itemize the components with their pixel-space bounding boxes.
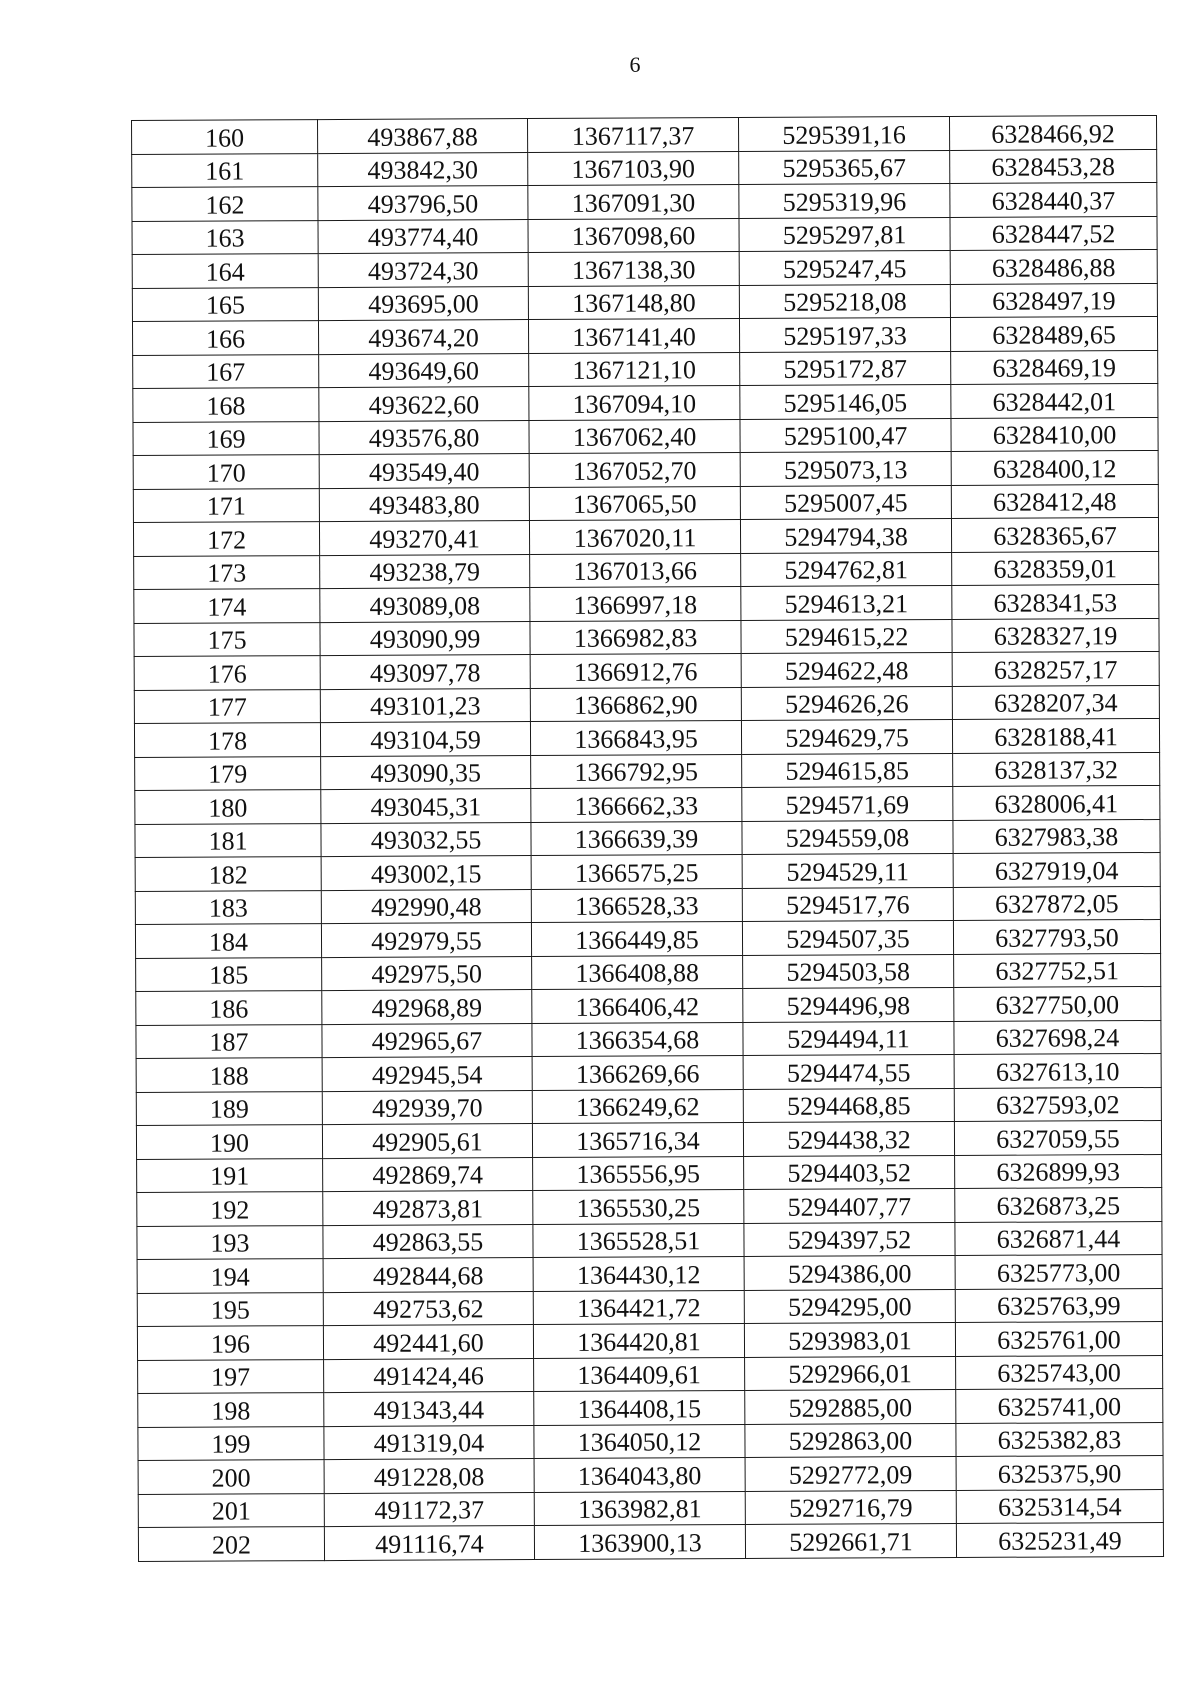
coordinate-y1-cell: 1367138,30 bbox=[528, 252, 739, 287]
coordinate-x2-cell: 5292966,01 bbox=[745, 1356, 956, 1391]
point-number-cell: 179 bbox=[135, 756, 321, 790]
point-number-cell: 181 bbox=[135, 823, 321, 857]
table-row bbox=[136, 1053, 1161, 1092]
coordinate-y1-cell: 1366982,83 bbox=[530, 620, 741, 655]
table-row bbox=[137, 1254, 1162, 1293]
coordinate-y1-cell: 1366449,85 bbox=[531, 922, 742, 957]
coordinate-x1-cell: 492990,48 bbox=[321, 889, 531, 924]
coordinate-x1-cell: 492979,55 bbox=[321, 923, 531, 958]
table-row bbox=[133, 450, 1158, 489]
table-row bbox=[136, 953, 1161, 992]
coordinate-x2-cell: 5292661,71 bbox=[745, 1523, 956, 1558]
table-row bbox=[133, 383, 1158, 422]
table-row bbox=[132, 115, 1157, 154]
coordinate-x2-cell: 5292772,09 bbox=[745, 1456, 956, 1491]
coordinate-y1-cell: 1365556,95 bbox=[533, 1156, 744, 1191]
coordinate-y2-cell: 6328207,34 bbox=[952, 685, 1159, 720]
table-row bbox=[138, 1522, 1163, 1561]
coordinate-x1-cell: 493090,35 bbox=[321, 755, 531, 790]
coordinate-x2-cell: 5294386,00 bbox=[744, 1255, 955, 1290]
coordinate-x1-cell: 492939,70 bbox=[322, 1090, 532, 1125]
coordinate-y1-cell: 1363900,13 bbox=[534, 1525, 745, 1560]
table-row bbox=[137, 1221, 1162, 1260]
point-number-cell: 165 bbox=[132, 287, 318, 321]
coordinate-y2-cell: 6328489,65 bbox=[950, 316, 1157, 351]
coordinate-y2-cell: 6328137,32 bbox=[953, 752, 1160, 787]
coordinate-x2-cell: 5294762,81 bbox=[741, 552, 952, 587]
coordinate-x1-cell: 493104,59 bbox=[320, 722, 530, 757]
point-number-cell: 169 bbox=[133, 421, 319, 455]
coordinate-x2-cell: 5295247,45 bbox=[739, 250, 950, 285]
coordinate-x1-cell: 493549,40 bbox=[319, 454, 529, 489]
coordinate-y2-cell: 6328412,48 bbox=[951, 484, 1158, 519]
coordinate-y1-cell: 1367091,30 bbox=[528, 185, 739, 220]
table-row bbox=[133, 484, 1158, 523]
coordinate-x1-cell: 491172,37 bbox=[324, 1492, 534, 1527]
coordinate-x2-cell: 5295146,05 bbox=[740, 384, 951, 419]
coordinate-x2-cell: 5295297,81 bbox=[739, 217, 950, 252]
coordinate-x1-cell: 492968,89 bbox=[322, 990, 532, 1025]
coordinate-y2-cell: 6328400,12 bbox=[951, 450, 1158, 485]
coordinate-x1-cell: 493695,00 bbox=[318, 286, 528, 321]
point-number-cell: 178 bbox=[134, 723, 320, 757]
point-number-cell: 197 bbox=[138, 1359, 324, 1393]
coordinate-x1-cell: 492965,67 bbox=[322, 1023, 532, 1058]
coordinate-y2-cell: 6327059,55 bbox=[954, 1120, 1161, 1155]
table-row bbox=[137, 1187, 1162, 1226]
point-number-cell: 163 bbox=[132, 220, 318, 254]
coordinate-y2-cell: 6325314,54 bbox=[956, 1489, 1163, 1524]
point-number-cell: 160 bbox=[132, 120, 318, 154]
coordinate-x1-cell: 492905,61 bbox=[322, 1124, 532, 1159]
point-number-cell: 195 bbox=[137, 1292, 323, 1326]
coordinate-x2-cell: 5295391,16 bbox=[738, 117, 949, 152]
point-number-cell: 175 bbox=[134, 622, 320, 656]
table-row bbox=[135, 752, 1160, 791]
coordinate-y1-cell: 1364408,15 bbox=[534, 1391, 745, 1426]
point-number-cell: 166 bbox=[132, 321, 318, 355]
coordinates-table-body bbox=[132, 115, 1164, 1560]
point-number-cell: 168 bbox=[133, 388, 319, 422]
point-number-cell: 198 bbox=[138, 1393, 324, 1427]
table-row bbox=[138, 1489, 1163, 1528]
coordinate-y2-cell: 6328359,01 bbox=[952, 551, 1159, 586]
point-number-cell: 188 bbox=[136, 1058, 322, 1092]
coordinate-y2-cell: 6328341,53 bbox=[952, 584, 1159, 619]
coordinate-x2-cell: 5294468,85 bbox=[743, 1088, 954, 1123]
coordinate-x1-cell: 493483,80 bbox=[319, 487, 529, 522]
coordinate-y1-cell: 1366997,18 bbox=[530, 587, 741, 622]
coordinate-y2-cell: 6327983,38 bbox=[953, 819, 1160, 854]
coordinate-x1-cell: 492975,50 bbox=[322, 956, 532, 991]
coordinate-x1-cell: 493045,31 bbox=[321, 789, 531, 824]
table-row bbox=[136, 1087, 1161, 1126]
coordinate-y1-cell: 1367121,10 bbox=[529, 352, 740, 387]
point-number-cell: 200 bbox=[138, 1460, 324, 1494]
coordinate-y2-cell: 6328447,52 bbox=[950, 216, 1157, 251]
coordinate-y1-cell: 1366662,33 bbox=[531, 788, 742, 823]
point-number-cell: 161 bbox=[132, 153, 318, 187]
coordinate-y2-cell: 6325382,83 bbox=[956, 1422, 1163, 1457]
coordinate-y2-cell: 6327872,05 bbox=[953, 886, 1160, 921]
point-number-cell: 180 bbox=[135, 790, 321, 824]
coordinate-y2-cell: 6328365,67 bbox=[951, 517, 1158, 552]
coordinate-y1-cell: 1366862,90 bbox=[530, 687, 741, 722]
point-number-cell: 193 bbox=[137, 1225, 323, 1259]
coordinate-y1-cell: 1367013,66 bbox=[530, 553, 741, 588]
coordinate-y1-cell: 1365528,51 bbox=[533, 1223, 744, 1258]
table-row bbox=[136, 986, 1161, 1025]
coordinate-x2-cell: 5294474,55 bbox=[743, 1054, 954, 1089]
point-number-cell: 173 bbox=[134, 555, 320, 589]
coordinate-y1-cell: 1366792,95 bbox=[531, 754, 742, 789]
point-number-cell: 172 bbox=[133, 522, 319, 556]
coordinate-x1-cell: 493649,60 bbox=[319, 353, 529, 388]
coordinate-y1-cell: 1366639,39 bbox=[531, 821, 742, 856]
table-row bbox=[135, 852, 1160, 891]
coordinate-y1-cell: 1367052,70 bbox=[529, 453, 740, 488]
coordinate-x1-cell: 493032,55 bbox=[321, 822, 531, 857]
coordinate-x2-cell: 5294507,35 bbox=[742, 920, 953, 955]
coordinate-y1-cell: 1364430,12 bbox=[533, 1257, 744, 1292]
table-row bbox=[136, 1020, 1161, 1059]
coordinate-x2-cell: 5295218,08 bbox=[739, 284, 950, 319]
point-number-cell: 164 bbox=[132, 254, 318, 288]
table-row bbox=[136, 1120, 1161, 1159]
coordinate-y2-cell: 6327919,04 bbox=[953, 852, 1160, 887]
coordinate-y2-cell: 6328442,01 bbox=[951, 383, 1158, 418]
coordinate-y2-cell: 6328466,92 bbox=[949, 115, 1156, 150]
coordinate-y1-cell: 1367117,37 bbox=[527, 118, 738, 153]
coordinate-x2-cell: 5294571,69 bbox=[742, 786, 953, 821]
coordinate-x1-cell: 492873,81 bbox=[323, 1191, 533, 1226]
coordinate-y2-cell: 6327793,50 bbox=[953, 919, 1160, 954]
page-number: 6 bbox=[629, 52, 641, 77]
coordinate-y1-cell: 1367065,50 bbox=[529, 486, 740, 521]
coordinate-y1-cell: 1365716,34 bbox=[532, 1123, 743, 1158]
coordinate-y2-cell: 6325761,00 bbox=[955, 1321, 1162, 1356]
point-number-cell: 191 bbox=[137, 1158, 323, 1192]
coordinate-y1-cell: 1366249,62 bbox=[532, 1089, 743, 1124]
table-row bbox=[134, 685, 1159, 724]
table-row bbox=[132, 316, 1157, 355]
coordinate-x2-cell: 5294615,85 bbox=[742, 753, 953, 788]
coordinate-y2-cell: 6328410,00 bbox=[951, 417, 1158, 452]
coordinate-y1-cell: 1367098,60 bbox=[528, 218, 739, 253]
point-number-cell: 199 bbox=[138, 1426, 324, 1460]
coordinate-y2-cell: 6328188,41 bbox=[952, 718, 1159, 753]
coordinate-y1-cell: 1366528,33 bbox=[531, 888, 742, 923]
table-row bbox=[138, 1355, 1163, 1394]
coordinate-x1-cell: 493774,40 bbox=[318, 219, 528, 254]
coordinate-x2-cell: 5294503,58 bbox=[743, 954, 954, 989]
point-number-cell: 196 bbox=[137, 1326, 323, 1360]
coordinate-x1-cell: 491116,74 bbox=[324, 1526, 534, 1561]
coordinate-x1-cell: 493089,08 bbox=[320, 588, 530, 623]
coordinate-x1-cell: 493002,15 bbox=[321, 856, 531, 891]
coordinate-x2-cell: 5294529,11 bbox=[742, 853, 953, 888]
table-row bbox=[132, 149, 1157, 188]
coordinate-y1-cell: 1366575,25 bbox=[531, 855, 742, 890]
point-number-cell: 192 bbox=[137, 1192, 323, 1226]
coordinate-y1-cell: 1365530,25 bbox=[533, 1190, 744, 1225]
coordinate-y2-cell: 6325375,90 bbox=[956, 1455, 1163, 1490]
point-number-cell: 167 bbox=[133, 354, 319, 388]
table-row bbox=[134, 584, 1159, 623]
table-row bbox=[138, 1422, 1163, 1461]
coordinate-x2-cell: 5294407,77 bbox=[744, 1188, 955, 1223]
table-row bbox=[138, 1455, 1163, 1494]
table-row bbox=[134, 651, 1159, 690]
point-number-cell: 202 bbox=[138, 1527, 324, 1561]
point-number-cell: 187 bbox=[136, 1024, 322, 1058]
coordinate-y2-cell: 6325773,00 bbox=[955, 1254, 1162, 1289]
coordinate-y2-cell: 6325741,00 bbox=[956, 1388, 1163, 1423]
table-row bbox=[132, 216, 1157, 255]
coordinate-x1-cell: 492863,55 bbox=[323, 1224, 533, 1259]
point-number-cell: 176 bbox=[134, 656, 320, 690]
table-row bbox=[134, 618, 1159, 657]
table-row bbox=[135, 919, 1160, 958]
point-number-cell: 170 bbox=[133, 455, 319, 489]
coordinate-y1-cell: 1366406,42 bbox=[532, 989, 743, 1024]
table-row bbox=[134, 551, 1159, 590]
coordinate-y1-cell: 1366408,88 bbox=[532, 955, 743, 990]
coordinate-x1-cell: 491424,46 bbox=[324, 1358, 534, 1393]
coordinate-y1-cell: 1366269,66 bbox=[532, 1056, 743, 1091]
coordinate-x2-cell: 5294397,52 bbox=[744, 1222, 955, 1257]
coordinate-x2-cell: 5294629,75 bbox=[741, 719, 952, 754]
coordinate-x1-cell: 493724,30 bbox=[318, 253, 528, 288]
coordinate-y1-cell: 1366354,68 bbox=[532, 1022, 743, 1057]
coordinate-x1-cell: 491343,44 bbox=[324, 1392, 534, 1427]
table-row bbox=[133, 517, 1158, 556]
coordinate-y1-cell: 1367148,80 bbox=[528, 285, 739, 320]
coordinate-x2-cell: 5295197,33 bbox=[739, 317, 950, 352]
table-row bbox=[135, 886, 1160, 925]
coordinate-y2-cell: 6325763,99 bbox=[955, 1288, 1162, 1323]
table-row bbox=[132, 249, 1157, 288]
coordinate-y2-cell: 6328257,17 bbox=[952, 651, 1159, 686]
coordinate-x2-cell: 5295073,13 bbox=[740, 451, 951, 486]
coordinate-y1-cell: 1367094,10 bbox=[529, 386, 740, 421]
point-number-cell: 186 bbox=[136, 991, 322, 1025]
coordinate-y2-cell: 6328440,37 bbox=[950, 182, 1157, 217]
coordinate-x2-cell: 5294615,22 bbox=[741, 619, 952, 654]
coordinate-x1-cell: 493270,41 bbox=[319, 521, 529, 556]
coordinate-x2-cell: 5294494,11 bbox=[743, 1021, 954, 1056]
coordinate-y1-cell: 1367141,40 bbox=[528, 319, 739, 354]
coordinate-x2-cell: 5294622,48 bbox=[741, 652, 952, 687]
table-row bbox=[133, 350, 1158, 389]
point-number-cell: 182 bbox=[135, 857, 321, 891]
coordinate-y2-cell: 6327593,02 bbox=[954, 1087, 1161, 1122]
coordinate-x2-cell: 5294794,38 bbox=[740, 518, 951, 553]
point-number-cell: 190 bbox=[136, 1125, 322, 1159]
point-number-cell: 184 bbox=[135, 924, 321, 958]
coordinate-x2-cell: 5294517,76 bbox=[742, 887, 953, 922]
coordinate-y2-cell: 6328006,41 bbox=[953, 785, 1160, 820]
coordinate-x1-cell: 492945,54 bbox=[322, 1057, 532, 1092]
coordinate-x1-cell: 493674,20 bbox=[318, 320, 528, 355]
coordinate-x2-cell: 5292863,00 bbox=[745, 1423, 956, 1458]
table-row bbox=[132, 182, 1157, 221]
coordinate-x2-cell: 5294626,26 bbox=[741, 686, 952, 721]
table-row bbox=[134, 718, 1159, 757]
coordinate-x1-cell: 493238,79 bbox=[320, 554, 530, 589]
coordinate-y1-cell: 1367062,40 bbox=[529, 419, 740, 454]
coordinate-x2-cell: 5295007,45 bbox=[740, 485, 951, 520]
coordinate-y1-cell: 1364421,72 bbox=[533, 1290, 744, 1325]
coordinate-y2-cell: 6328497,19 bbox=[950, 283, 1157, 318]
coordinate-x1-cell: 492869,74 bbox=[323, 1157, 533, 1192]
coordinates-table bbox=[131, 115, 1164, 1561]
coordinate-y1-cell: 1364409,61 bbox=[534, 1357, 745, 1392]
table-row bbox=[137, 1288, 1162, 1327]
table-row bbox=[137, 1154, 1162, 1193]
point-number-cell: 177 bbox=[134, 689, 320, 723]
coordinate-y1-cell: 1364050,12 bbox=[534, 1424, 745, 1459]
coordinate-y1-cell: 1367103,90 bbox=[528, 151, 739, 186]
coordinate-y2-cell: 6325743,00 bbox=[956, 1355, 1163, 1390]
coordinate-y1-cell: 1366912,76 bbox=[530, 654, 741, 689]
point-number-cell: 194 bbox=[137, 1259, 323, 1293]
coordinate-x2-cell: 5295172,87 bbox=[740, 351, 951, 386]
coordinate-x1-cell: 493622,60 bbox=[319, 387, 529, 422]
coordinate-y1-cell: 1364420,81 bbox=[533, 1324, 744, 1359]
coordinate-y2-cell: 6327752,51 bbox=[954, 953, 1161, 988]
coordinate-y2-cell: 6326873,25 bbox=[955, 1187, 1162, 1222]
coordinate-x1-cell: 493842,30 bbox=[318, 152, 528, 187]
coordinate-y1-cell: 1367020,11 bbox=[529, 520, 740, 555]
coordinate-x2-cell: 5294295,00 bbox=[744, 1289, 955, 1324]
coordinate-y1-cell: 1366843,95 bbox=[530, 721, 741, 756]
table-row bbox=[135, 819, 1160, 858]
coordinate-x2-cell: 5294438,32 bbox=[743, 1121, 954, 1156]
coordinate-y2-cell: 6327698,24 bbox=[954, 1020, 1161, 1055]
point-number-cell: 162 bbox=[132, 187, 318, 221]
point-number-cell: 201 bbox=[138, 1493, 324, 1527]
coordinate-x2-cell: 5294559,08 bbox=[742, 820, 953, 855]
table-row bbox=[135, 785, 1160, 824]
coordinate-x2-cell: 5294613,21 bbox=[741, 585, 952, 620]
coordinate-x2-cell: 5295100,47 bbox=[740, 418, 951, 453]
coordinate-x2-cell: 5292885,00 bbox=[745, 1389, 956, 1424]
coordinate-x1-cell: 492753,62 bbox=[323, 1291, 533, 1326]
coordinate-y2-cell: 6328327,19 bbox=[952, 618, 1159, 653]
coordinate-x2-cell: 5294496,98 bbox=[743, 987, 954, 1022]
table-row bbox=[137, 1321, 1162, 1360]
coordinate-x2-cell: 5293983,01 bbox=[744, 1322, 955, 1357]
coordinate-x2-cell: 5295319,96 bbox=[739, 183, 950, 218]
coordinate-x1-cell: 493097,78 bbox=[320, 655, 530, 690]
coordinate-x1-cell: 491228,08 bbox=[324, 1459, 534, 1494]
coordinate-x1-cell: 493090,99 bbox=[320, 621, 530, 656]
coordinate-x1-cell: 493796,50 bbox=[318, 186, 528, 221]
point-number-cell: 185 bbox=[136, 957, 322, 991]
coordinate-x2-cell: 5292716,79 bbox=[745, 1490, 956, 1525]
coordinate-y2-cell: 6325231,49 bbox=[956, 1522, 1163, 1557]
coordinate-x1-cell: 493101,23 bbox=[320, 688, 530, 723]
coordinate-y2-cell: 6326899,93 bbox=[955, 1154, 1162, 1189]
coordinate-x1-cell: 493867,88 bbox=[318, 119, 528, 154]
coordinate-x2-cell: 5295365,67 bbox=[739, 150, 950, 185]
coordinate-y2-cell: 6327613,10 bbox=[954, 1053, 1161, 1088]
coordinate-x1-cell: 493576,80 bbox=[319, 420, 529, 455]
coordinate-x1-cell: 492844,68 bbox=[323, 1258, 533, 1293]
coordinate-y2-cell: 6328453,28 bbox=[950, 149, 1157, 184]
coordinate-y2-cell: 6328486,88 bbox=[950, 249, 1157, 284]
point-number-cell: 171 bbox=[133, 488, 319, 522]
coordinate-x2-cell: 5294403,52 bbox=[744, 1155, 955, 1190]
point-number-cell: 183 bbox=[135, 890, 321, 924]
coordinate-y2-cell: 6327750,00 bbox=[954, 986, 1161, 1021]
table-row bbox=[133, 417, 1158, 456]
coordinate-y1-cell: 1363982,81 bbox=[534, 1491, 745, 1526]
coordinate-y2-cell: 6326871,44 bbox=[955, 1221, 1162, 1256]
point-number-cell: 174 bbox=[134, 589, 320, 623]
table-row bbox=[132, 283, 1157, 322]
coordinate-x1-cell: 491319,04 bbox=[324, 1425, 534, 1460]
table-row bbox=[138, 1388, 1163, 1427]
coordinate-x1-cell: 492441,60 bbox=[323, 1325, 533, 1360]
point-number-cell: 189 bbox=[136, 1091, 322, 1125]
coordinate-y2-cell: 6328469,19 bbox=[951, 350, 1158, 385]
coordinate-y1-cell: 1364043,80 bbox=[534, 1458, 745, 1493]
